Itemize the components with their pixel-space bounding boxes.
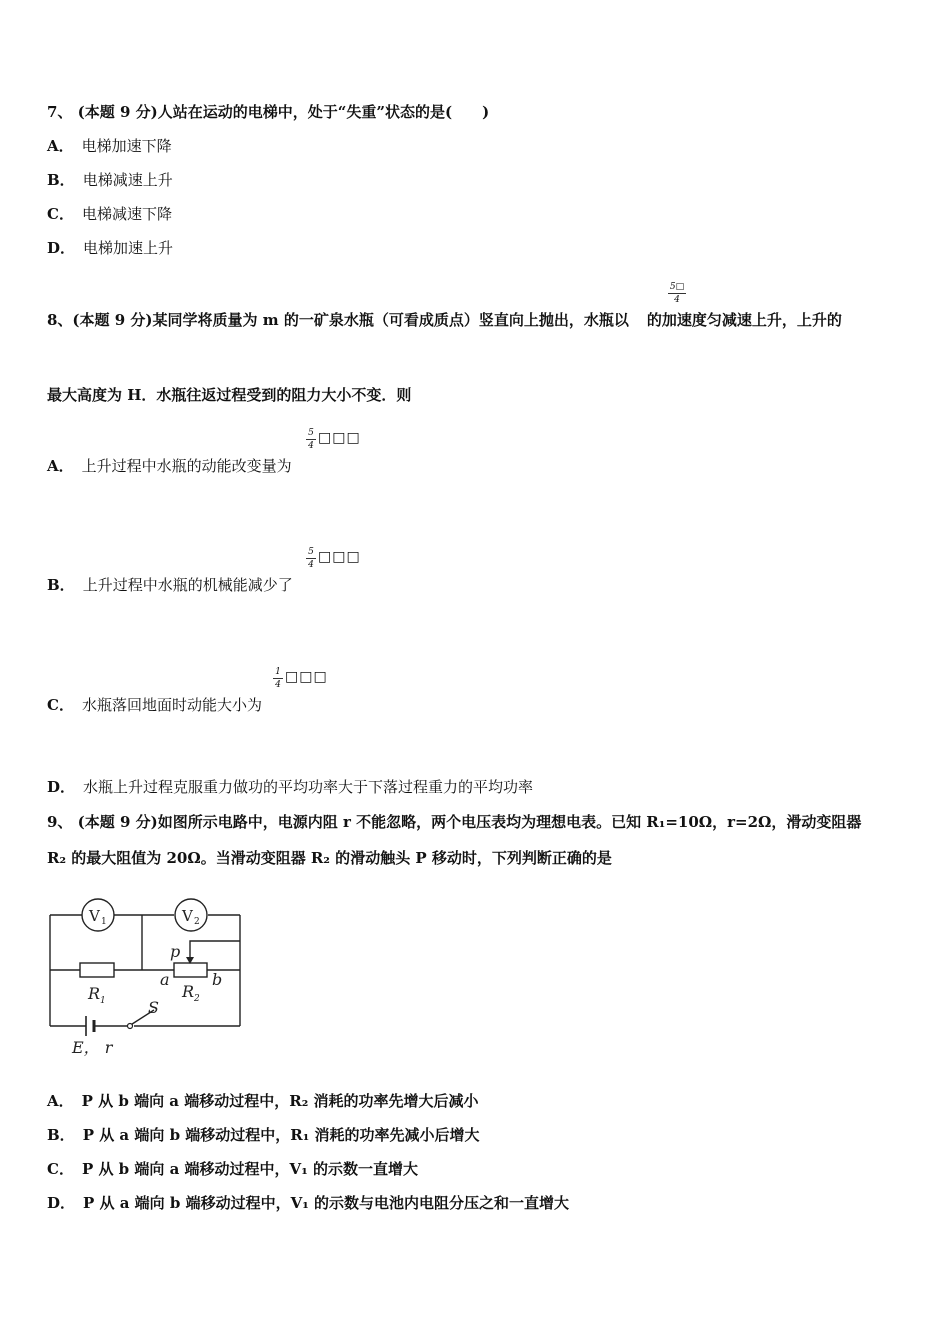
option-label: A． xyxy=(47,457,74,475)
fraction-numerator: 5 xyxy=(308,428,314,438)
r2-label: R xyxy=(182,982,195,1001)
r1-label: R xyxy=(88,984,101,1003)
option-label: C． xyxy=(47,696,74,714)
terminal-b-label: b xyxy=(212,970,223,989)
fraction-numerator: 1 xyxy=(275,667,281,677)
voltmeter-v2 xyxy=(175,899,207,931)
option-text: 上升过程中水瓶的机械能减少了 xyxy=(82,576,293,594)
option-label: D． xyxy=(47,1194,76,1212)
fraction-denominator: 4 xyxy=(674,295,680,305)
q8-c-formula-placeholder: □□□ xyxy=(285,669,328,685)
option-text: P 从 b 端向 a 端移动过程中，V₁ 的示数一直增大 xyxy=(81,1160,418,1178)
q8-b-formula-placeholder: □□□ xyxy=(318,549,361,565)
r1-subscript: 1 xyxy=(100,996,106,1006)
q8-a-fraction xyxy=(306,428,316,451)
option-label: C． xyxy=(47,1160,74,1178)
q8-stem-line1 xyxy=(47,310,842,330)
option-text: 电梯减速上升 xyxy=(82,171,173,189)
q8-option-d xyxy=(47,777,533,797)
q7-stem: 7、 (本题 9 分)人站在运动的电梯中，处于“失重”状态的是( ) xyxy=(47,103,490,121)
option-text: 水瓶上升过程克服重力做功的平均功率大于下落过程重力的平均功率 xyxy=(83,778,534,796)
option-text: 电梯加速下降 xyxy=(81,137,172,155)
circuit-diagram xyxy=(42,893,252,1063)
q8-option-a xyxy=(47,456,292,476)
option-text: 电梯加速上升 xyxy=(83,239,174,257)
q9-stem-line1: 9、 (本题 9 分)如图所示电路中，电源内阻 r 不能忽略，两个电压表均为理想电表。已知 R₁=10Ω，r=2Ω，滑动变阻器 xyxy=(47,813,862,831)
q9-stem-line2: R₂ 的最大阻值为 20Ω。当滑动变阻器 R₂ 的滑动触头 P 移动时，下列判断正确的是 xyxy=(47,849,612,867)
switch-s-label: S xyxy=(148,998,159,1017)
voltmeter-v2-label: V xyxy=(182,907,193,925)
q7-option-c xyxy=(47,204,172,224)
q8-stem-part2: 的加速度匀减速上升，上升的 xyxy=(646,311,842,329)
option-label: C． xyxy=(47,205,74,223)
voltmeter-v1 xyxy=(82,899,114,931)
option-text: P 从 a 端向 b 端移动过程中，R₁ 消耗的功率先减小后增大 xyxy=(82,1126,480,1144)
q8-option-c xyxy=(47,695,262,715)
voltmeter-v1-label: V xyxy=(89,907,100,925)
option-text: P 从 a 端向 b 端移动过程中，V₁ 的示数与电池内电阻分压之和一直增大 xyxy=(83,1194,570,1212)
q8-a-formula-placeholder: □□□ xyxy=(318,430,361,446)
q7-option-d xyxy=(47,238,173,258)
q9-option-b xyxy=(47,1125,480,1145)
q8-accel-fraction xyxy=(668,282,686,305)
q7-option-b xyxy=(47,170,173,190)
option-label: A． xyxy=(47,137,74,155)
option-text: 上升过程中水瓶的动能改变量为 xyxy=(81,457,292,475)
q9-option-a xyxy=(47,1091,479,1111)
option-label: D． xyxy=(47,239,76,257)
voltmeter-v2-subscript: 2 xyxy=(194,917,200,927)
q8-stem-line2: 最大高度为 H．水瓶往返过程受到的阻力大小不变．则 xyxy=(47,386,412,404)
q8-option-b xyxy=(47,575,293,595)
option-label: D． xyxy=(47,778,76,796)
q8-stem-part1: 8、(本题 9 分)某同学将质量为 m 的一矿泉水瓶（可看成质点）竖直向上抛出，水瓶以 xyxy=(47,311,629,329)
option-text: 水瓶落回地面时动能大小为 xyxy=(81,696,262,714)
fraction-denominator: 4 xyxy=(308,441,314,451)
option-text: 电梯减速下降 xyxy=(81,205,172,223)
resistor-r1 xyxy=(80,963,114,977)
slider-p-label: p xyxy=(170,942,181,961)
battery-icon xyxy=(86,1016,94,1036)
option-label: B． xyxy=(47,1126,75,1144)
source-label: E， r xyxy=(72,1038,113,1057)
terminal-a-label: a xyxy=(160,970,170,989)
resistor-r2 xyxy=(174,963,207,977)
fraction-denominator: 4 xyxy=(275,680,281,690)
fraction-denominator: 4 xyxy=(308,560,314,570)
option-label: A． xyxy=(47,1092,74,1110)
option-label: B． xyxy=(47,171,75,189)
q8-c-fraction xyxy=(273,667,283,690)
option-text: P 从 b 端向 a 端移动过程中，R₂ 消耗的功率先增大后减小 xyxy=(81,1092,479,1110)
switch-icon xyxy=(128,1024,133,1029)
q9-option-d xyxy=(47,1193,569,1213)
r2-subscript: 2 xyxy=(194,994,200,1004)
fraction-numerator: 5□ xyxy=(669,282,685,292)
option-label: B． xyxy=(47,576,75,594)
fraction-numerator: 5 xyxy=(308,547,314,557)
q8-b-fraction xyxy=(306,547,316,570)
q9-option-c xyxy=(47,1159,418,1179)
q7-option-a xyxy=(47,136,172,156)
voltmeter-v1-subscript: 1 xyxy=(101,917,107,927)
